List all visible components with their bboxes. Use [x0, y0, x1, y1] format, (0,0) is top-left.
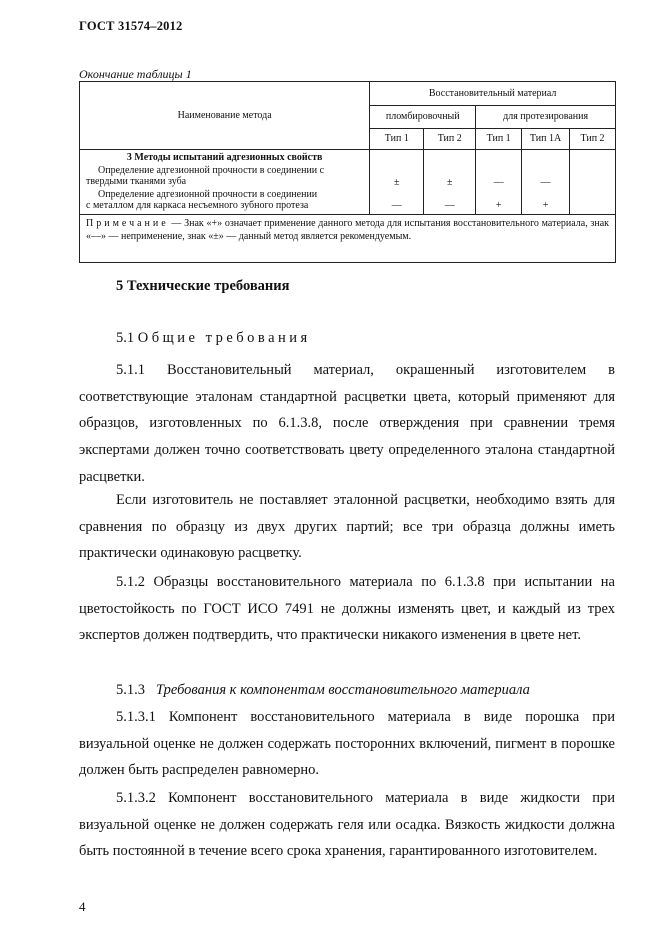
- subsection-number: 5.1: [116, 330, 135, 346]
- table-note: [80, 215, 616, 263]
- method-column-header: Наименование метода: [80, 82, 370, 150]
- type-header: Тип 1: [370, 129, 424, 150]
- page-number: 4: [79, 899, 86, 914]
- paragraph-text: 5.1.2 Образцы восстановительного материала по 6.1.3.8 при испытании на цветостойкость по ГОСТ ИСО 7491 не должны изменять цвет, и каждый из трех экспертов должен подтвердить, что практически никакого изменения в цвете нет.: [79, 574, 615, 644]
- prosthetic-group-header: для протезирования: [476, 106, 616, 129]
- paragraph-number: 5.1.3: [116, 682, 145, 698]
- method-line: с металлом для каркаса несъемного зубного протеза: [86, 200, 309, 211]
- marks-cell: [570, 150, 616, 215]
- paragraph: [79, 487, 615, 567]
- paragraph-text: Если изготовитель не поставляет эталонной расцветки, необходимо взять для сравнения по образцу из двух других партий; все три образца должны иметь практически одинаковую расцветку.: [79, 492, 615, 562]
- paragraph-text: 5.1.3.1 Компонент восстановительного материала в виде порошка при визуальной оценке не должен содержать посторонних включений, пигмент в порошке должен быть распределен равномерно.: [79, 709, 615, 779]
- methods-table: [79, 81, 616, 263]
- type-header: Тип 1: [476, 129, 522, 150]
- mark: —: [540, 177, 551, 188]
- marks-cell: [522, 150, 570, 215]
- mark: ±: [394, 177, 400, 188]
- type-header: Тип 2: [424, 129, 476, 150]
- subsection-title: Общие требования: [137, 330, 311, 346]
- subsection-heading: [116, 330, 311, 347]
- paragraph-text: 5.1.3.2 Компонент восстановительного материала в виде жидкости при визуальной оценке не должен содержать геля или осадка. Вязкость жидкости должна быть постоянной в течение всего срока хранения, гарантированного изготовителем.: [79, 790, 615, 860]
- type-header: Тип 2: [570, 129, 616, 150]
- paragraph: [79, 785, 615, 865]
- paragraph-title: Требования к компонентам восстановительного материала: [155, 682, 530, 698]
- methods-cell: [80, 150, 370, 215]
- mark: —: [493, 177, 504, 188]
- marks-cell: [424, 150, 476, 215]
- paragraph-heading: [79, 677, 615, 704]
- document-header: ГОСТ 31574–2012: [79, 19, 183, 33]
- marks-cell: [370, 150, 424, 215]
- mark: +: [542, 200, 549, 211]
- paragraph-text: 5.1.1 Восстановительный материал, окрашенный изготовителем в соответствующие эталонам стандартной расцветки цвета, который применяют для образцов, изготовленных по 6.1.3.8, после отверждения при сравнении тремя экспертами должен точно соответствовать цвету определенного эталона стандартной расцветки.: [79, 362, 615, 485]
- section-title-5: 5 Технические требования: [116, 278, 290, 294]
- note-label: Примечание: [86, 218, 169, 229]
- material-column-header: Восстановительный материал: [370, 82, 616, 106]
- paragraph: [79, 357, 615, 491]
- paragraph: [79, 704, 615, 784]
- note-text: — Знак «+» означает применение данного метода для испытания восстановительного материала, знак «—» — неприменение, знак «±» — данный метод является рекомендуемым.: [86, 218, 609, 242]
- filling-group-header: пломбировочный: [370, 106, 476, 129]
- mark: —: [391, 200, 402, 211]
- method-line: твердыми тканями зуба: [86, 176, 187, 187]
- section-title: 3 Методы испытаний адгезионных свойств: [126, 152, 323, 163]
- paragraph: [79, 569, 615, 649]
- method-line: Определение адгезионной прочности в соединении: [98, 188, 318, 200]
- table-caption: Окончание таблицы 1: [79, 67, 192, 81]
- type-header: Тип 1А: [522, 129, 570, 150]
- marks-cell: [476, 150, 522, 215]
- mark: +: [495, 200, 502, 211]
- mark: —: [444, 200, 455, 211]
- mark: ±: [446, 177, 453, 188]
- method-line: Определение адгезионной прочности в соединении с: [98, 164, 325, 176]
